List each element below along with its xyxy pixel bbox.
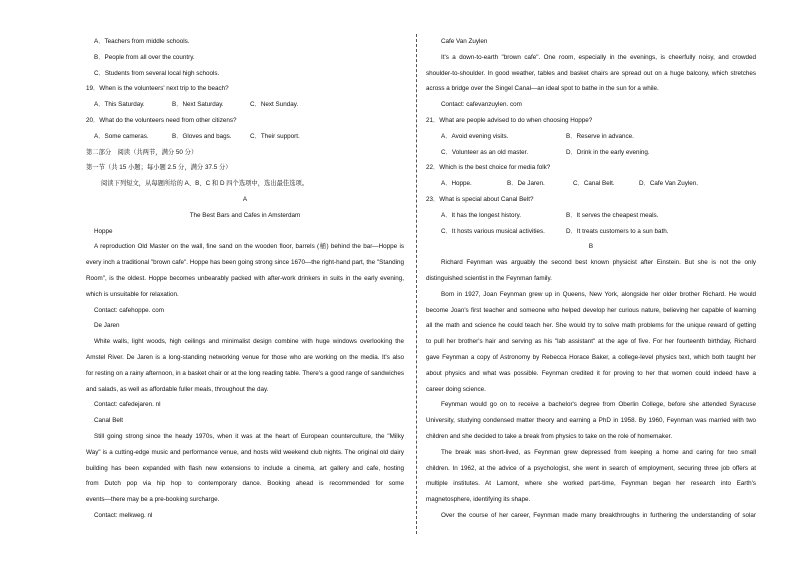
passage-b-line: Born in 1927, Joan Feynman grew up in Queens, New York, alongside her older brother Richard. He would [441,290,756,298]
passage-b-line: Feynman would go on to receive a bachelor's degree from Oberlin College, before she attended Syracuse [441,401,756,409]
q18-option-b: B．People from all over the country. [94,53,195,61]
q23-option-b: B．It serves the cheapest meals. [566,211,659,219]
hoppe-line: Room", is the oldest. Hoppe becomes unbearably packed with after-work drinkers in suits in the early evening, [86,274,404,282]
dejaren-title: De Jaren [94,322,120,330]
column-divider [416,34,417,534]
van-zuylen-line: shoulder-to-shoulder. In good weather, tables and basket chairs are spread out on a huge balcony, which stretches [426,69,756,77]
canal-belt-line: building has been expanded with flash new extensions to include a cinema, art gallery and cafe, hosting [86,464,404,472]
dejaren-line: White walls, light woods, high ceilings and minimalist design combine with huge windows overlooking the [94,338,404,346]
passage-b-line: become Joan's first teacher and someone who helped develop her curious nature, believing her capable of learning [426,306,756,314]
part-two-heading: 第二部分 阅读（共两节，满分 50 分） [86,148,198,156]
q23-option-c: C．It hosts various musical activities. [441,227,545,235]
van-zuylen-line: across a bridge over the Singel Canal—an ideal spot to bathe in the sun for a while. [426,85,659,93]
question-22: 22．Which is the best choice for media folk? [426,164,551,172]
canal-belt-line: Way" is a cutting-edge music and performance venue, and hosts wild weekend club nights. The original old dairy [86,448,404,456]
q18-option-c: C．Students from several local high schools. [94,69,220,77]
dejaren-line: Amstel River. De Jaren is a long-standing networking venue for those who are working on the media. It's also [86,353,404,361]
q19-options [86,97,404,113]
question-20: 20．What do the volunteers need from other citizens? [86,116,237,124]
right-column [426,34,756,524]
dejaren-line: and salads, as well as affordable fuller meals, throughout the day. [86,385,269,393]
q23-options-row2 [426,224,756,240]
q19-option-c: C．Next Sunday. [250,101,299,109]
van-zuylen-contact: Contact: cafevanzuylen. com [441,101,522,109]
q20-options [86,129,404,145]
q20-option-b: B．Gloves and bags. [172,132,232,140]
passage-b-line: The break was short-lived, as Feynman grew depressed from keeping a home and caring for two small [441,448,756,456]
canal-belt-line: events—there may be a pre-booking surcharge. [86,496,220,504]
passage-b-line: University, studying condensed matter theory and earning a PhD in 1958. By 1960, Feynman was married with two [426,417,756,425]
canal-belt-title: Canal Belt [94,417,124,425]
passage-b-line: children. In 1962, at the advice of a psychologist, she went in search of employment, securing three job offers at [426,464,756,472]
passage-b-line: gave Feynman a copy of Astronomy by Rebecca Horace Baker, a college-level physics text, which both taught her [426,353,756,361]
passage-b-line: multiple institutes. At Lamont, where she worked part-time, Feynman began her research into Earth's [426,480,756,488]
q23-option-a: A．It has the longest history. [441,211,522,219]
q22-option-d: D．Cafe Van Zuylen. [639,180,699,188]
question-23: 23．What is special about Canal Belt? [426,195,534,203]
van-zuylen-title: Cafe Van Zuylen [441,38,488,45]
dejaren-contact: Contact: cafedejaren. nl [94,401,161,409]
q21-option-c: C．Volunteer as an old master. [441,148,529,156]
q21-options-row2 [426,145,756,161]
q21-options-row1 [426,129,756,145]
passage-a-label: A [242,195,248,203]
hoppe-line: A reproduction Old Master on the wall, fine sand on the wooden floor, barrels (桶) behind the bar—Hoppe is [94,243,404,251]
hoppe-contact: Contact: cafehoppe. com [94,306,165,314]
passage-b-label: B [588,243,594,251]
passage-b-line: Richard Feynman was arguably the second best known physicist after Einstein. But she is not the only [441,259,756,267]
q20-option-a: A．Some cameras. [94,132,149,140]
dejaren-line: for resting on a rainy afternoon, in a basket chair or at the long reading table. There's a good range of sandwiches [86,369,404,377]
hoppe-line: every inch a traditional "brown cafe". Hoppe has been going strong since 1670—the right-hand part, the "Standing [86,259,404,267]
q22-options [426,176,756,192]
question-21: 21．What are people advised to do when choosing Hoppe? [426,116,593,124]
reading-instruction: 阅读下列短文，从每题所给的 A、B、C 和 D 四个选项中，选出最佳选项。 [101,180,309,188]
passage-b-line: magnetosphere, identifying its shape. [426,496,531,504]
q23-option-d: D．It treats customers to a sun bath. [566,227,669,235]
passage-b-line: career doing science. [426,385,486,393]
q20-option-c: C．Their support. [250,132,300,140]
q22-option-b: B．De Jaren. [507,180,545,188]
q22-option-a: A．Hoppe. [441,180,472,188]
canal-belt-line: from Dutch pop via hip hop to contemporary dance. Booking ahead is recommended for some [86,480,404,488]
passage-b-line: about physics and what was possible. Feynman credited it for proving to her that women could indeed have a [426,369,756,377]
q18-option-a: A．Teachers from middle schools. [94,38,190,45]
q21-option-b: B．Reserve in advance. [566,132,634,140]
hoppe-line: which is unsuitable for relaxation. [86,290,179,298]
canal-belt-contact: Contact: melkweg. nl [94,511,153,519]
van-zuylen-line: It's a down-to-earth "brown cafe". One room, especially in the evenings, is cheerfully noisy, and crowded [441,53,756,61]
q19-option-a: A．This Saturday. [94,101,145,109]
q23-options-row1 [426,208,756,224]
passage-b-line: all the math and science he could teach her. She would try to solve math problems for the unique reward of getting [426,322,756,330]
left-column [86,34,404,524]
q19-option-b: B．Next Saturday. [172,101,224,109]
passage-b-line: Over the course of her career, Feynman made many breakthroughs in furthering the understanding of solar [441,511,756,519]
q21-option-d: D．Drink in the early evening. [566,148,650,156]
passage-b-line: children and she decided to take a break from physics to take on the role of homemaker. [426,432,673,440]
hoppe-title: Hoppe [94,227,113,235]
section-one-heading: 第一节（共 15 小题；每小题 2.5 分，满分 37.5 分） [86,164,232,172]
canal-belt-line: Still going strong since the heady 1970s, when it was at the heart of European counterculture, the "Milky [94,432,404,440]
q22-option-c: C．Canal Belt. [573,180,615,188]
question-19: 19．When is the volunteers' next trip to the beach? [86,85,229,93]
passage-a-title: The Best Bars and Cafes in Amsterdam [189,211,301,219]
q21-option-a: A．Avoid evening visits. [441,132,509,140]
passage-b-line: to pull her brother's hair and serving as his "lab assistant" at the age of five. For her fourteenth birthday, Richard [426,338,756,346]
passage-b-line: distinguished scientist in the Feynman family. [426,274,552,282]
